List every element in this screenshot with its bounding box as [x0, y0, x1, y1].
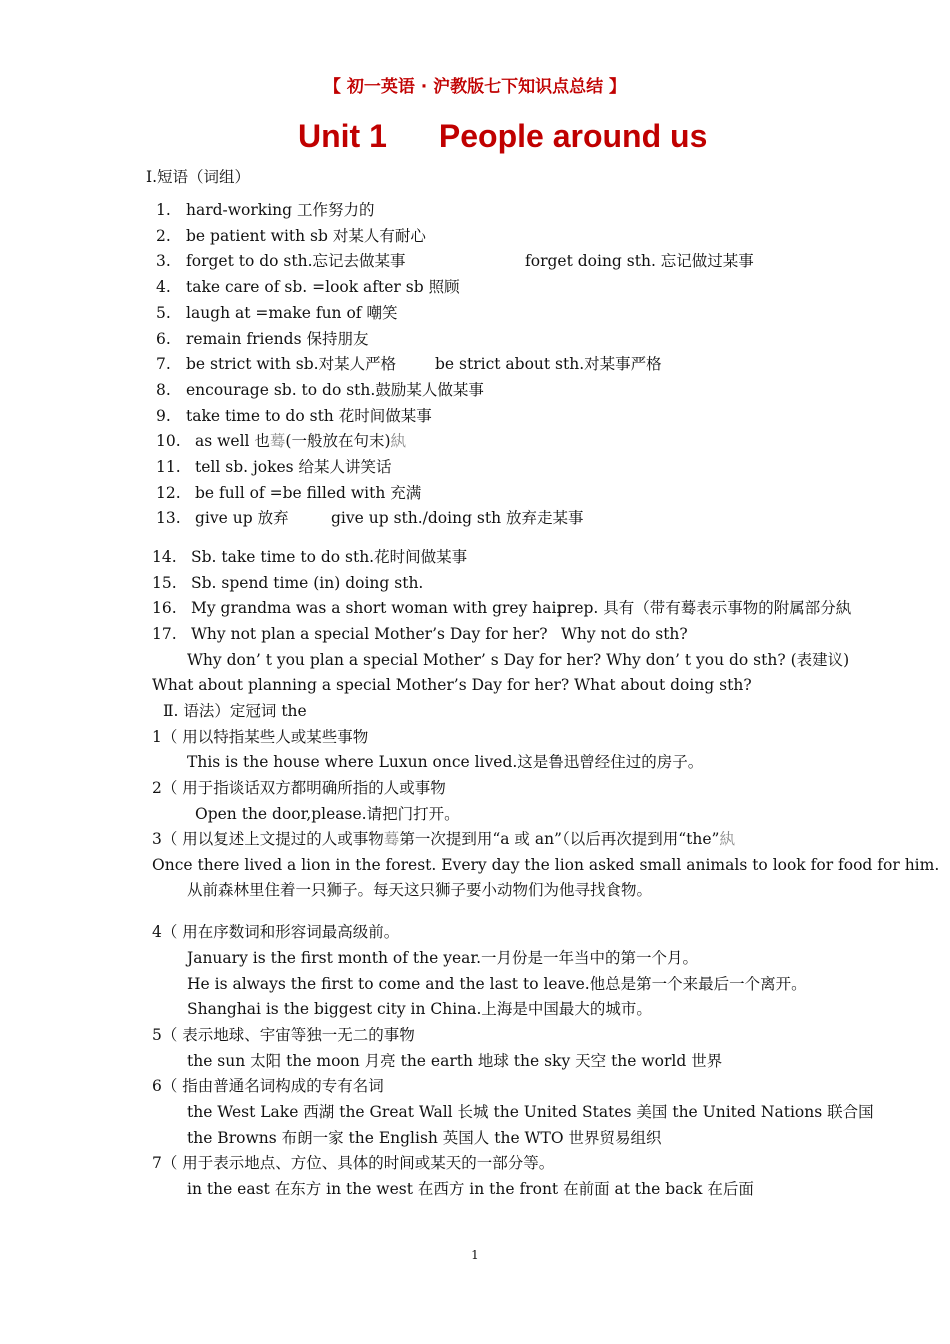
phrase-item: 7. be strict with sb.对某人严格 — [156, 355, 397, 373]
phrase-item-alt: give up sth./doing sth 放弃走某事 — [331, 509, 584, 527]
grammar-example: Once there lived a lion in the forest. Every day the lion asked small animals to look for food for him. — [152, 856, 940, 874]
phrase-item: 2. be patient with sb 对某人有耐心 — [156, 227, 426, 245]
grammar-rule: 1（ 用以特指某些人或某些事物 — [152, 728, 369, 746]
page-title — [298, 118, 707, 155]
page-number: 1 — [471, 1248, 479, 1262]
grammar-rule: 3（ 用以复述上文提过的人或事物蓦第一次提到用“a 或 an”（以后再次提到用“the”紈 — [152, 830, 735, 848]
phrase-item: 4. take care of sb. =look after sb 照顾 — [156, 278, 460, 296]
phrase-item: 6. remain friends 保持朋友 — [156, 330, 369, 348]
phrase-note: Why don’ t you plan a special Mother’ s Day for her? Why don’ t you do sth? (表建议) — [187, 651, 850, 669]
phrase-item: 8. encourage sb. to do sth.鼓励某人做某事 — [156, 381, 484, 399]
phrase-item: 3. forget to do sth.忘记去做某事 — [156, 252, 406, 270]
phrase-item: 9. take time to do sth 花时间做某事 — [156, 407, 432, 425]
phrase-item: 11. tell sb. jokes 给某人讲笑话 — [156, 458, 392, 476]
phrase-note: What about planning a special Mother’s Day for her? What about doing sth? — [152, 676, 752, 694]
phrase-item: 15. Sb. spend time (in) doing sth. — [152, 574, 424, 592]
grammar-example: Shanghai is the biggest city in China.上海是中国最大的城市。 — [187, 1000, 652, 1018]
grammar-rule: 7（ 用于表示地点、方位、具体的时间或某天的一部分等。 — [152, 1154, 555, 1172]
grammar-rule: 2（ 用于指谈话双方都明确所指的人或事物 — [152, 779, 446, 797]
grammar-example: the Browns 布朗一家 the English 英国人 the WTO 世界贸易组织 — [187, 1129, 662, 1147]
section-heading-phrases: Ⅰ.短语（词组） — [146, 168, 251, 186]
grammar-example: He is always the first to come and the last to leave.他总是第一个来最后一个离开。 — [187, 975, 807, 993]
phrase-item: 14. Sb. take time to do sth.花时间做某事 — [152, 548, 468, 566]
phrase-item-alt: Why not do sth? — [561, 625, 688, 643]
section-heading-grammar: Ⅱ. 语法）定冠词 the — [163, 702, 307, 720]
phrase-item: 10. as well 也蓦(一般放在句末)紈 — [156, 432, 407, 450]
grammar-example: This is the house where Luxun once lived.这是鲁迅曾经住过的房子。 — [187, 753, 704, 771]
grammar-example: 从前森林里住着一只狮子。每天这只狮子要小动物们为他寻找食物。 — [187, 881, 653, 899]
grammar-rule: 4（ 用在序数词和形容词最高级前。 — [152, 923, 400, 941]
unit-name: People around us — [438, 118, 708, 154]
grammar-rule: 6（ 指由普通名词构成的专有名词 — [152, 1077, 384, 1095]
phrase-item: 17. Why not plan a special Mother’s Day for her? — [152, 625, 548, 643]
grammar-example: in the east 在东方 in the west 在西方 in the front 在前面 at the back 在后面 — [187, 1180, 754, 1198]
phrase-item: 13. give up 放弃 — [156, 509, 289, 527]
phrase-item-alt: prep. 具有（带有蓦表示事物的附属部分紈 — [557, 599, 852, 617]
phrase-item: 12. be full of =be filled with 充满 — [156, 484, 422, 502]
phrase-item: 16. My grandma was a short woman with grey hair. — [152, 599, 568, 617]
grammar-example: the West Lake 西湖 the Great Wall 长城 the United States 美国 the United Nations 联合国 — [187, 1103, 874, 1121]
grammar-example: the sun 太阳 the moon 月亮 the earth 地球 the sky 天空 the world 世界 — [187, 1052, 723, 1070]
document-header: 【 初一英语 · 沪教版七下知识点总结 】 — [323, 77, 627, 97]
unit-label: Unit 1 — [298, 118, 387, 154]
phrase-item-alt: forget doing sth. 忘记做过某事 — [525, 252, 754, 270]
grammar-example: January is the first month of the year.一月份是一年当中的第一个月。 — [187, 949, 699, 967]
phrase-item: 1. hard-working 工作努力的 — [156, 201, 375, 219]
phrase-item: 5. laugh at =make fun of 嘲笑 — [156, 304, 398, 322]
grammar-rule: 5（ 表示地球、宇宙等独一无二的事物 — [152, 1026, 415, 1044]
grammar-example: Open the door,please.请把门打开。 — [195, 805, 460, 823]
phrase-item-alt: be strict about sth.对某事严格 — [435, 355, 662, 373]
